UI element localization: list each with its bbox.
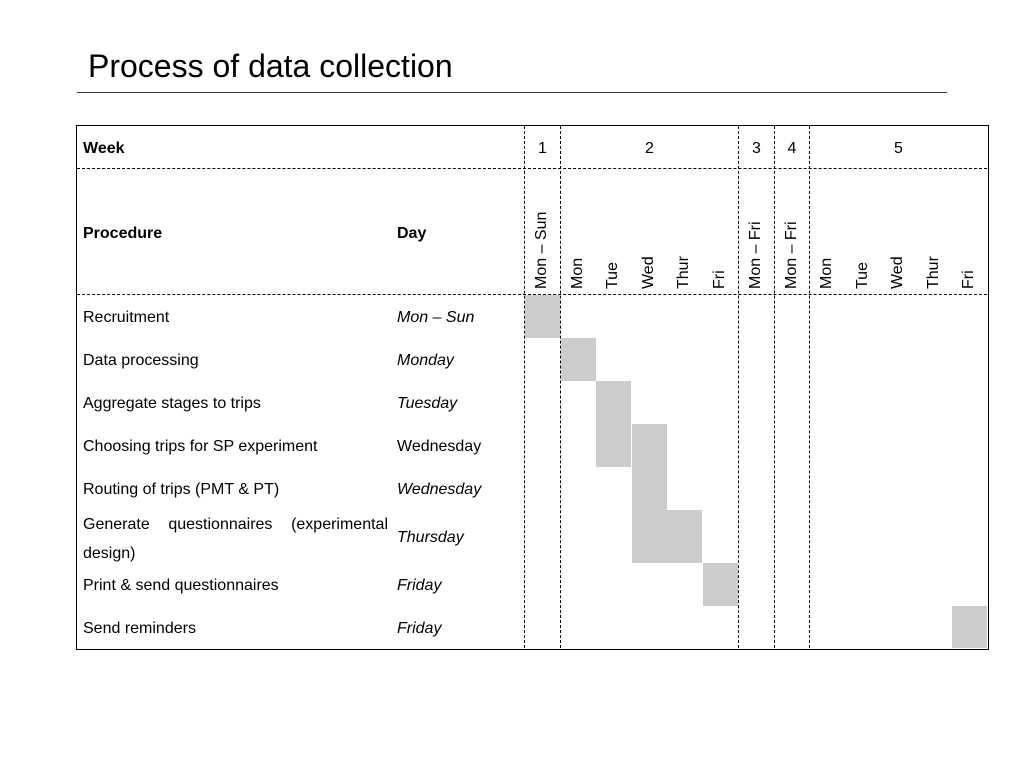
day-cell: Friday <box>397 620 442 637</box>
title-underline <box>77 92 947 93</box>
day-column-label: Mon – Fri <box>747 221 764 289</box>
schedule-shaded-cell <box>632 424 667 467</box>
header-separator-bottom <box>77 294 987 295</box>
day-header: Day <box>397 225 427 242</box>
column-separator <box>809 126 810 648</box>
day-cell: Monday <box>397 352 454 369</box>
schedule-table <box>76 125 989 650</box>
day-column-label: Fri <box>711 270 728 289</box>
day-cell: Mon – Sun <box>397 309 475 326</box>
day-column-label: Mon – Sun <box>533 211 550 289</box>
week-number: 2 <box>645 140 654 157</box>
schedule-shaded-cell <box>561 338 596 381</box>
procedure-header: Procedure <box>83 225 163 242</box>
day-cell: Wednesday <box>397 481 482 498</box>
day-column-label: Tue <box>604 262 621 289</box>
day-column-label: Thur <box>925 256 942 289</box>
day-column-label: Mon <box>569 257 586 289</box>
schedule-shaded-cell <box>525 295 560 338</box>
schedule-shaded-cell <box>632 467 667 510</box>
procedure-cell: Routing of trips (PMT & PT) <box>83 481 280 498</box>
procedure-cell: Recruitment <box>83 309 170 326</box>
procedure-cell: Aggregate stages to trips <box>83 395 261 412</box>
week-number: 1 <box>538 140 547 157</box>
week-label: Week <box>83 140 125 157</box>
day-cell: Wednesday <box>397 438 482 455</box>
day-cell: Friday <box>397 577 442 594</box>
day-column-label: Thur <box>675 256 692 289</box>
schedule-shaded-cell <box>952 606 987 648</box>
column-separator <box>738 126 739 648</box>
schedule-shaded-cell <box>632 510 667 563</box>
schedule-shaded-cell <box>667 510 702 563</box>
schedule-shaded-cell <box>596 424 631 467</box>
week-number: 4 <box>787 140 797 157</box>
procedure-cell: Generate questionnaires (experimental design) <box>83 516 388 562</box>
day-column-label: Mon – Fri <box>783 221 800 289</box>
procedure-cell: Data processing <box>83 352 199 369</box>
schedule-shaded-cell <box>596 381 631 424</box>
column-separator <box>560 126 561 648</box>
day-column-label: Mon <box>818 257 835 289</box>
schedule-shaded-cell <box>703 563 738 606</box>
day-column-label: Wed <box>640 256 657 289</box>
day-cell: Thursday <box>397 529 464 546</box>
header-separator-top <box>77 168 987 169</box>
column-separator <box>774 126 775 648</box>
procedure-cell: Send reminders <box>83 620 196 637</box>
procedure-cell: Print & send questionnaires <box>83 577 279 594</box>
procedure-cell: Choosing trips for SP experiment <box>83 438 318 455</box>
day-column-label: Tue <box>854 262 871 289</box>
day-column-label: Fri <box>960 270 977 289</box>
page-title: Process of data collection <box>88 48 453 84</box>
week-number: 3 <box>752 140 761 157</box>
day-column-label: Wed <box>889 256 906 289</box>
week-number: 5 <box>894 140 903 157</box>
day-cell: Tuesday <box>397 395 458 412</box>
column-separator <box>524 126 525 648</box>
